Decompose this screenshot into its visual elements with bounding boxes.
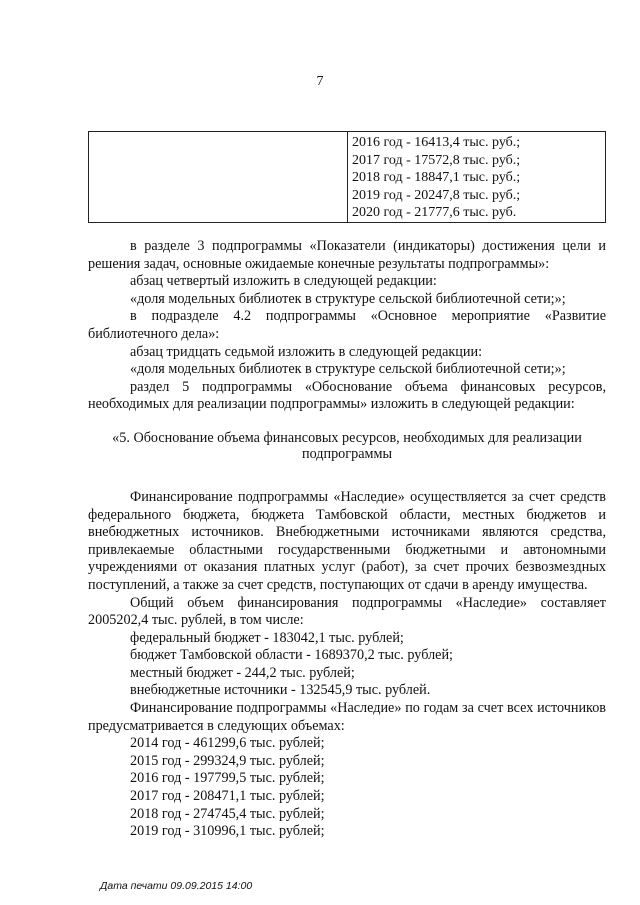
- paragraph: 2018 год - 274745,4 тыс. рублей;: [130, 805, 325, 822]
- paragraph: бюджет Тамбовской области - 1689370,2 тыс. рублей;: [130, 647, 453, 664]
- paragraph: «доля модельных библиотек в структуре сельской библиотечной сети;»;: [130, 290, 566, 307]
- paragraph: 2016 год - 197799,5 тыс. рублей;: [130, 770, 325, 787]
- paragraph: федеральный бюджет - 183042,1 тыс. рублей;: [130, 629, 404, 646]
- table-line: 2017 год - 17572,8 тыс. руб.;: [352, 152, 521, 168]
- table-line: 2019 год - 20247,8 тыс. руб.;: [352, 187, 521, 203]
- paragraph: в подразделе 4.2 подпрограммы «Основное мероприятие «Развитие библиотечного дела»:: [88, 308, 606, 342]
- paragraph: 2019 год - 310996,1 тыс. рублей;: [130, 823, 325, 840]
- table-line: 2016 год - 16413,4 тыс. руб.;: [352, 135, 521, 150]
- paragraph: 2017 год - 208471,1 тыс. рублей;: [130, 788, 325, 805]
- table-line: 2020 год - 21777,6 тыс. руб.: [352, 205, 517, 220]
- paragraph: 2014 год - 461299,6 тыс. рублей;: [130, 735, 325, 752]
- paragraph: в разделе 3 подпрограммы «Показатели (индикаторы) достижения цели и решения задач, основные ожидаемые конечные результаты подпрограммы»:: [88, 238, 606, 272]
- table-right-cell: [348, 132, 606, 223]
- paragraph: 2015 год - 299324,9 тыс. рублей;: [130, 752, 325, 769]
- page-number: 7: [316, 74, 324, 89]
- paragraph: абзац четвертый изложить в следующей редакции:: [130, 273, 437, 290]
- paragraph: внебюджетные источники - 132545,9 тыс. рублей.: [130, 682, 431, 699]
- paragraph: Финансирование подпрограммы «Наследие» по годам за счет всех источников предусматривается в следующих объемах:: [88, 700, 606, 734]
- document-body: [88, 238, 606, 841]
- section-heading: «5. Обоснование объема финансовых ресурсов, необходимых для реализации подпрограммы: [112, 429, 582, 462]
- paragraph: Общий объем финансирования подпрограммы «Наследие» составляет 2005202,4 тыс. рублей, в том числе:: [88, 594, 606, 629]
- table-left-cell: [89, 132, 348, 223]
- paragraph: раздел 5 подпрограммы «Обоснование объема финансовых ресурсов, необходимых для реализации подпрограммы» изложить в следующей редакции:: [88, 378, 606, 413]
- paragraph: местный бюджет - 244,2 тыс. рублей;: [130, 664, 355, 681]
- financing-table: [88, 131, 606, 223]
- paragraph: абзац тридцать седьмой изложить в следующей редакции:: [130, 343, 483, 360]
- paragraph: Финансирование подпрограммы «Наследие» осуществляется за счет средств федерального бюджета, бюджета Тамбовской области, местных бюджетов и внебюджетных источников. Внебюджетными источниками являются средства, привлекаемые областными государственными бюджетными и автономными учреждениями от оказания платных услуг (работ), за счет прочих безвозмездных поступлений, а также за счет средств, поступающих от сдачи в аренду имущества.: [88, 488, 606, 593]
- print-date: Дата печати 09.09.2015 14:00: [100, 880, 253, 892]
- table-line: 2018 год - 18847,1 тыс. руб.;: [352, 170, 521, 185]
- paragraph: «доля модельных библиотек в структуре сельской библиотечной сети;»;: [130, 361, 566, 378]
